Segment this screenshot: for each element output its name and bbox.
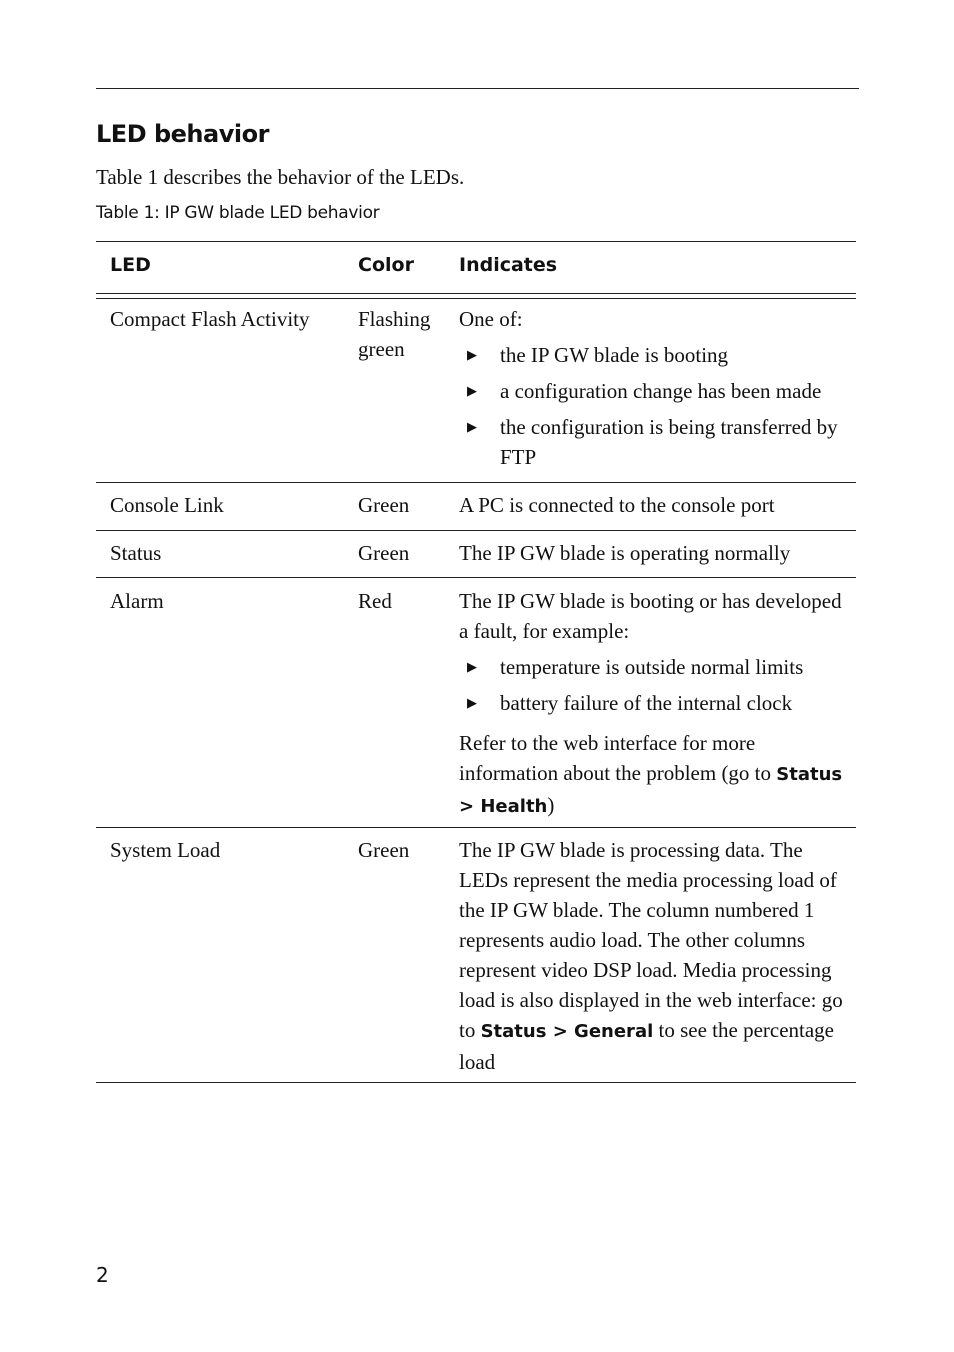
bullet-arrow-icon: ▶ — [467, 659, 477, 674]
indicates-lead: One of: — [459, 307, 523, 331]
header-rule-upper — [96, 293, 856, 294]
row-led-alarm: Alarm — [110, 589, 164, 613]
row-rule — [96, 482, 856, 483]
column-header-led: LED — [110, 254, 151, 276]
bullet-list — [459, 652, 849, 718]
top-rule — [96, 88, 859, 89]
indicates-text: The IP GW blade is processing data. The LEDs represent the media processing load of the IP GW blade. The column numbered 1 represents audio load. The other columns represent video DSP load. Media processing load is also displayed in the web interface: go to Status > General to see the percentage load — [459, 838, 843, 1074]
column-header-indicates: Indicates — [459, 254, 558, 276]
row-indicates-system-load — [459, 835, 849, 1077]
row-color-alarm: Red — [358, 589, 392, 613]
header-rule-lower — [96, 298, 856, 299]
list-item: ▶ battery failure of the internal clock — [459, 688, 849, 718]
list-item: ▶ the IP GW blade is booting — [459, 340, 849, 370]
bullet-arrow-icon: ▶ — [467, 383, 477, 398]
row-led-compact-flash: Compact Flash Activity — [110, 307, 310, 331]
list-item: ▶ a configuration change has been made — [459, 376, 849, 406]
color-line: Flashing — [358, 307, 431, 331]
row-led-system-load: System Load — [110, 838, 221, 862]
row-rule — [96, 827, 856, 828]
table-top-rule — [96, 241, 856, 242]
menu-path: Status > General — [480, 1021, 654, 1042]
list-item: ▶ temperature is outside normal limits — [459, 652, 849, 682]
row-color-compact-flash — [358, 304, 430, 364]
row-rule — [96, 530, 856, 531]
row-led-console-link: Console Link — [110, 493, 224, 517]
row-indicates-status: The IP GW blade is operating normally — [459, 541, 791, 565]
table-bottom-rule — [96, 1082, 856, 1083]
bullet-arrow-icon: ▶ — [467, 347, 477, 362]
row-color-console-link: Green — [358, 493, 410, 517]
row-color-status: Green — [358, 541, 410, 565]
row-led-status: Status — [110, 541, 162, 565]
indicates-note: Refer to the web interface for more information about the problem (go to Status > Health) — [459, 731, 843, 817]
menu-path: Status > Health — [459, 764, 843, 817]
color-line: green — [358, 337, 405, 361]
column-header-color: Color — [358, 254, 414, 276]
row-indicates-compact-flash — [459, 304, 849, 472]
bullet-arrow-icon: ▶ — [467, 419, 477, 434]
row-rule — [96, 577, 856, 578]
bullet-list — [459, 340, 849, 472]
row-indicates-console-link: A PC is connected to the console port — [459, 493, 775, 517]
section-heading: LED behavior — [96, 120, 269, 148]
indicates-lead: The IP GW blade is booting or has developed a fault, for example: — [459, 589, 842, 643]
intro-text: Table 1 describes the behavior of the LEDs. — [96, 165, 465, 189]
page-number: 2 — [96, 1263, 109, 1287]
row-color-system-load: Green — [358, 838, 410, 862]
table-caption: Table 1: IP GW blade LED behavior — [96, 203, 380, 223]
list-item: ▶ the configuration is being transferred by FTP — [459, 412, 849, 472]
bullet-arrow-icon: ▶ — [467, 695, 477, 710]
row-indicates-alarm — [459, 586, 849, 822]
